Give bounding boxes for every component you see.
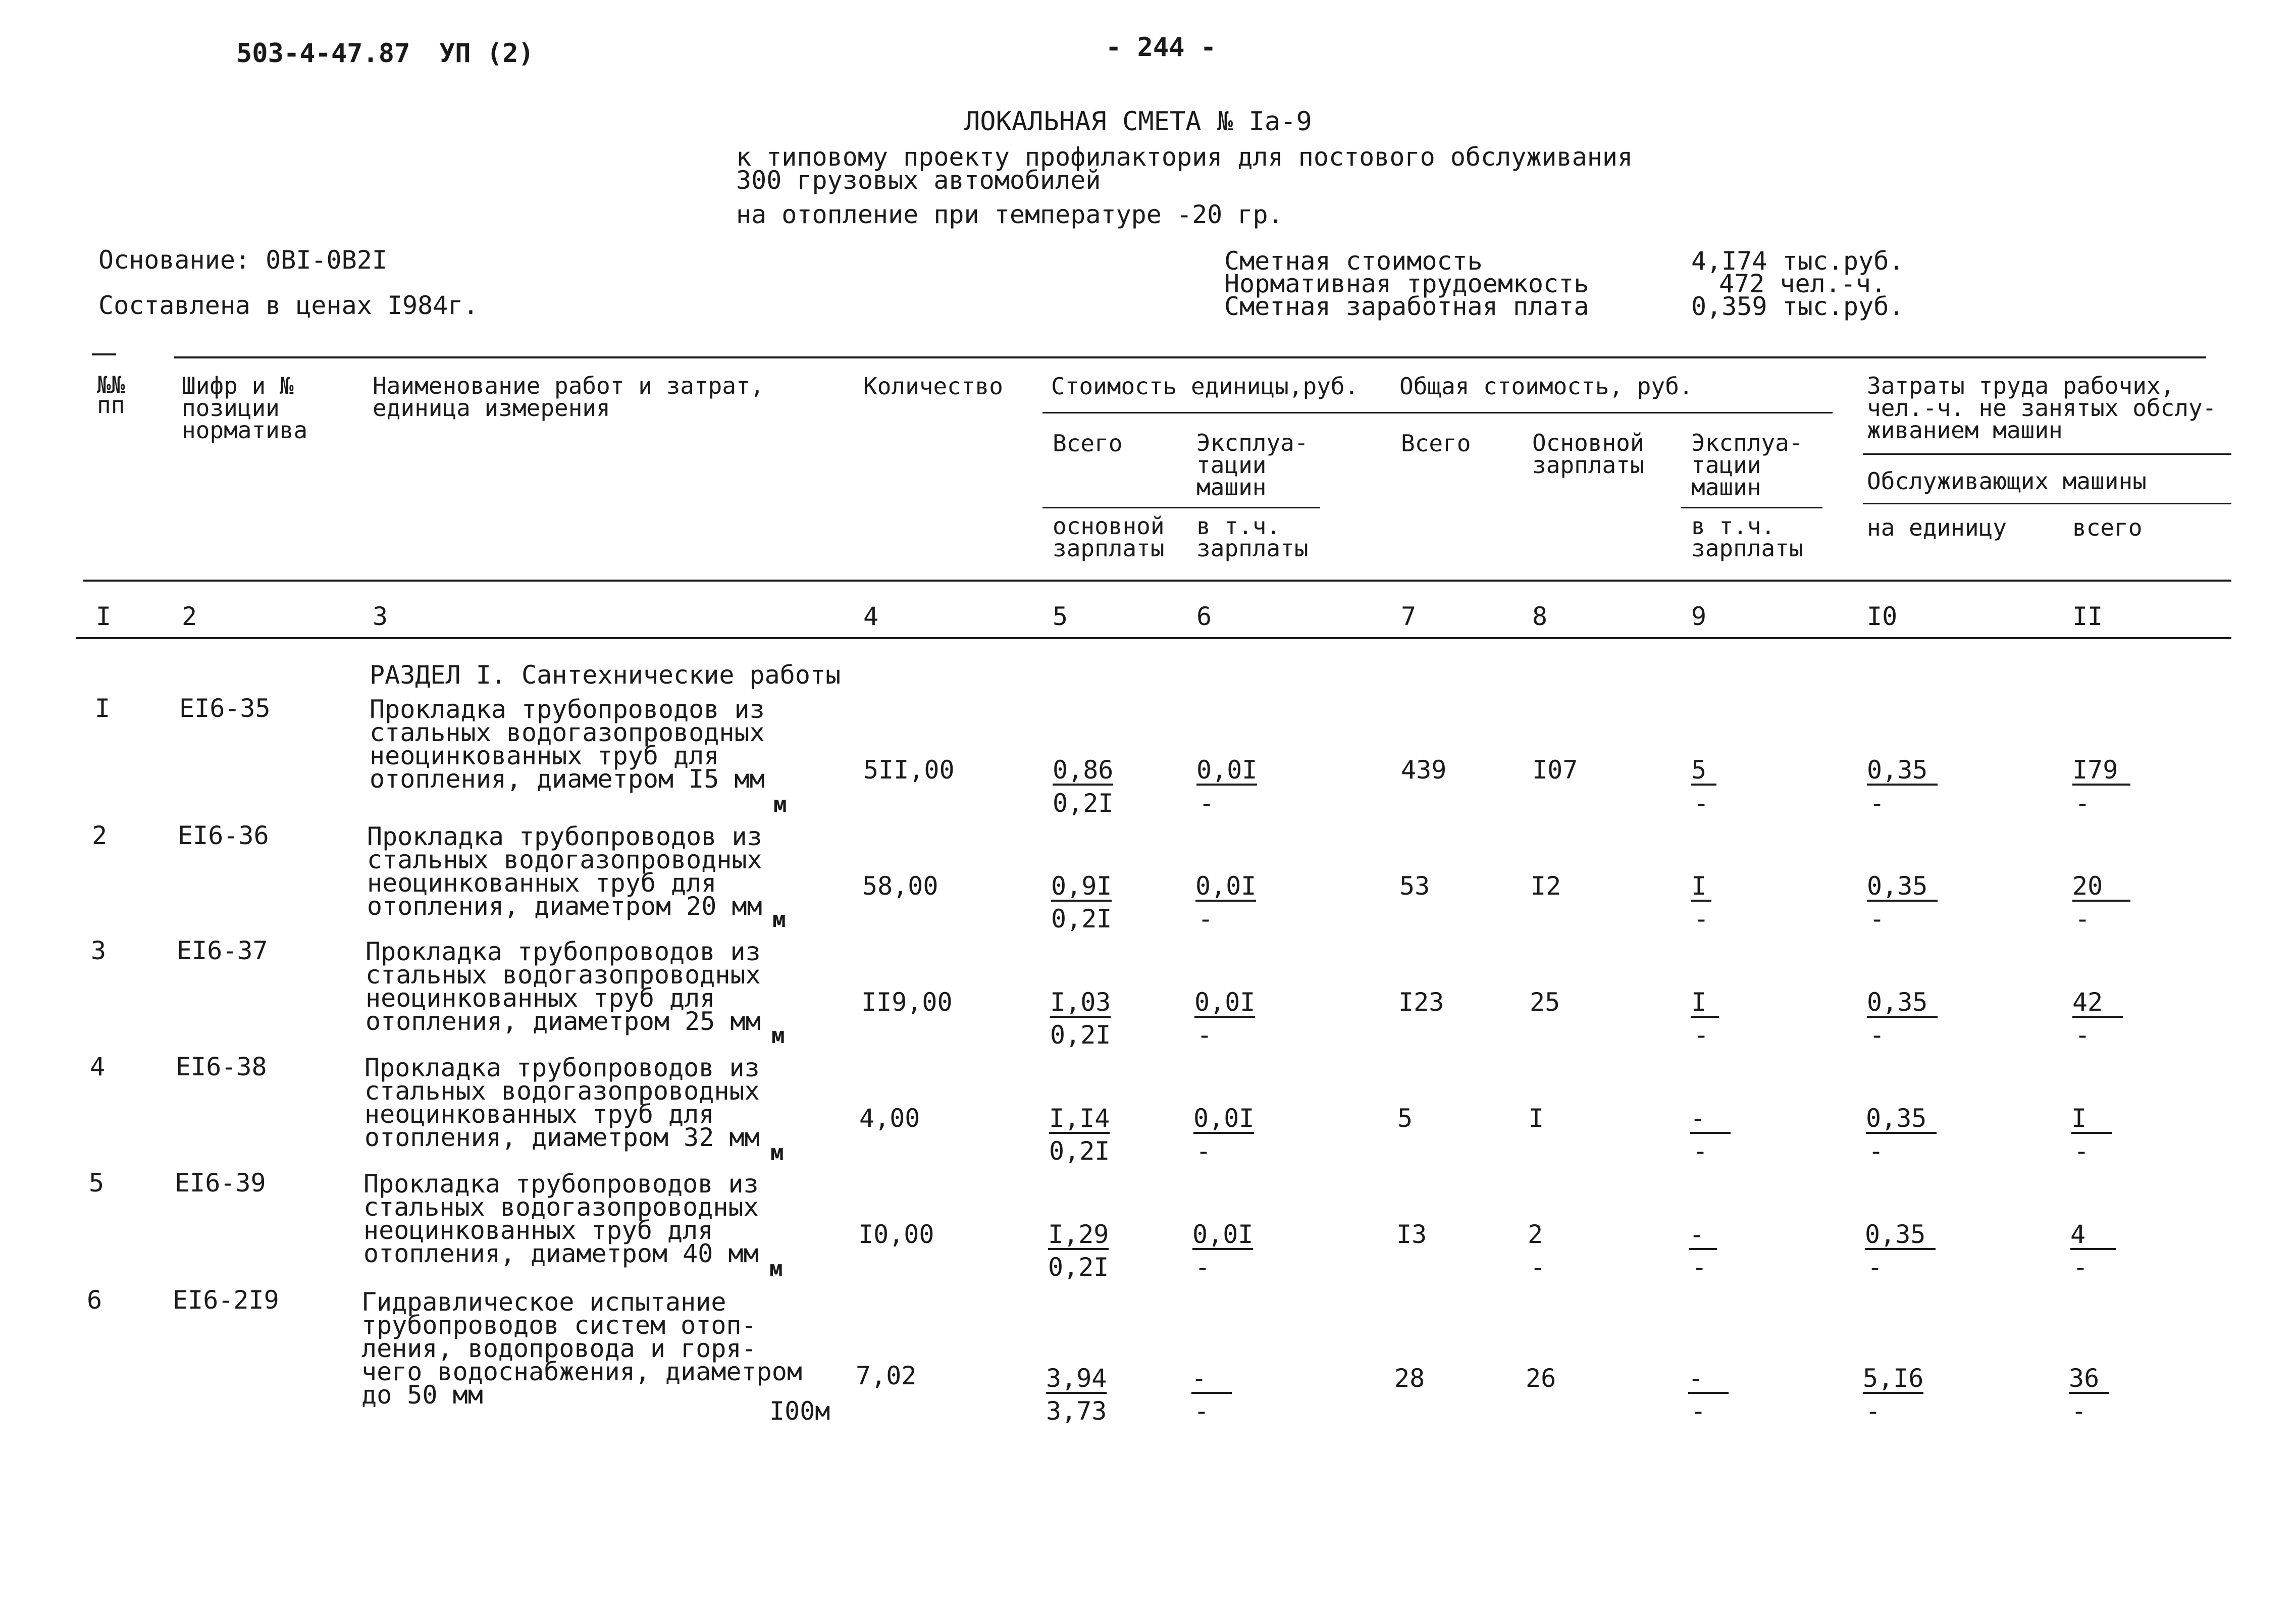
unit-cost-machines-salary: - [1197,1020,1213,1050]
summary-value: 4,I74 тыс.руб. [1691,246,1904,276]
total-base-salary: I2 [1531,871,1561,901]
unit-cost-salary: 0,2I [1051,904,1112,933]
unit-cost-salary: 0,2I [1049,1136,1110,1166]
col-number: 3 [373,602,388,631]
labor-per-unit-machines: - [1869,789,1885,818]
unit-cost-machines: 0,0I [1195,871,1257,901]
col-header-total-3: всего [2072,514,2143,541]
unit-cost-machines: 0,0I [1194,988,1256,1017]
col-header-base-salary-unit: основной зарплаты [1053,512,1165,562]
summary-label: Сметная стоимость [1224,246,1483,276]
unit-cost-machines: - [1191,1366,1232,1394]
col-number: 4 [863,602,879,631]
total-machines-salary: - [1692,1253,1707,1282]
total-machines-salary: - [1694,904,1709,933]
total-machines-salary: - [1691,1396,1706,1426]
summary-value: 472 чел.-ч. [1719,269,1887,298]
total-cost: 439 [1401,755,1447,785]
labor-total: 36 [2069,1366,2109,1394]
labor-per-unit-machines: - [1869,904,1885,933]
norm-code: EI6-35 [179,694,271,723]
work-name: Прокладка трубопроводов из стальных водогазопроводных неоцинкованных труб для отопления, диаметром I5 мм [370,695,765,794]
doc-code: 503-4-47.87 [236,38,410,69]
unit-cost-machines-salary: - [1196,1136,1212,1166]
album-label: УП (2) [439,38,534,69]
table-rule [1042,412,1833,413]
summary-label: Сметная заработная плата [1224,292,1589,321]
unit-cost-machines-salary: - [1195,1253,1211,1282]
labor-per-unit: 0,35 [1867,873,1938,902]
unit: I00м [769,1396,830,1426]
labor-per-unit-machines: - [1868,1136,1884,1166]
labor-per-unit: 0,35 [1866,1106,1937,1134]
col-number: 5 [1053,602,1068,631]
unit-cost-total: I,I4 [1049,1104,1110,1133]
col-header-total-2: Всего [1401,430,1471,457]
col-header-machines-1: Эксплуа- тации машин [1196,429,1309,501]
col-header-per-unit: на единицу [1867,514,2007,541]
row-number: I [95,694,111,723]
labor-total-machines: - [2073,1253,2089,1282]
unit-cost-total: 3,94 [1046,1364,1107,1393]
total-machines: - [1688,1366,1729,1394]
unit: м [770,1140,784,1166]
section-title: РАЗДЕЛ I. Сантехнические работы [370,660,841,690]
unit-cost-total: I,29 [1048,1220,1109,1249]
work-name: Гидравлическое испытание трубопроводов систем отоп- ления, водопровода и горя- чего водоснабжения, диаметром до 50 мм [361,1287,802,1410]
unit-cost-machines: 0,0I [1196,755,1258,785]
col-header-incl-salary-1: в т.ч. зарплаты [1196,512,1309,562]
col-number: 6 [1196,602,1212,631]
estimate-title: ЛОКАЛЬНАЯ СМЕТА № Iа-9 [964,107,1312,137]
unit-cost-salary: 3,73 [1046,1396,1107,1426]
norm-code: EI6-36 [178,821,269,850]
page-number: - 244 - [1106,32,1217,63]
unit: м [771,1023,785,1049]
summary-label: Нормативная трудоемкость [1224,269,1589,298]
labor-total: 4 [2070,1222,2116,1250]
labor-per-unit: 0,35 [1867,990,1938,1018]
table-rule [1042,507,1320,508]
unit-cost-machines: 0,0I [1193,1104,1255,1133]
table-rule [174,356,2206,358]
unit-cost-salary: 0,2I [1048,1253,1109,1282]
unit: м [773,792,787,817]
labor-per-unit: 5,I6 [1863,1364,1924,1393]
unit-cost-salary: 0,2I [1050,1020,1111,1050]
labor-total: I [2071,1106,2112,1134]
total-base-salary: I [1529,1104,1544,1133]
labor-per-unit-machines: - [1867,1253,1883,1282]
work-name: Прокладка трубопроводов из стальных водогазопроводных неоцинкованных труб для отопления, диаметром 25 мм [366,937,761,1036]
col-number: 2 [182,602,197,631]
quantity: 7,02 [856,1361,917,1390]
total-machines: - [1690,1106,1731,1134]
total-cost: 28 [1394,1364,1425,1393]
total-base-salary-sub: - [1530,1253,1546,1282]
total-base-salary: 26 [1526,1364,1556,1393]
labor-per-unit-machines: - [1865,1396,1881,1426]
labor-per-unit-machines: - [1869,1020,1885,1050]
total-cost: 53 [1399,871,1430,901]
quantity: I0,00 [858,1220,934,1249]
unit-cost-total: I,03 [1050,988,1111,1017]
total-machines-salary: - [1694,1020,1709,1050]
quantity: 4,00 [859,1104,920,1133]
labor-per-unit: 0,35 [1867,757,1938,786]
total-base-salary: 2 [1528,1220,1543,1249]
unit-cost-total: 0,9I [1051,871,1112,901]
col-header-quantity: Количество [863,373,1003,400]
work-name: Прокладка трубопроводов из стальных водогазопроводных неоцинкованных труб для отопления, диаметром 20 мм [367,822,762,921]
estimate-subtitle-line2: 300 грузовых автомобилей [736,166,1101,195]
col-header-total-cost: Общая стоимость, руб. [1399,373,1693,400]
total-cost: I23 [1398,988,1444,1017]
labor-total: 20 [2072,873,2130,902]
unit-cost-machines-salary: - [1198,904,1214,933]
col-header-code: Шифр и № позиции норматива [182,372,308,444]
col-header-total-1: Всего [1053,430,1123,457]
unit: м [772,907,786,932]
norm-code: EI6-38 [176,1052,267,1081]
row-number: 2 [92,821,108,850]
col-header-unit-cost: Стоимость единицы,руб. [1051,373,1359,400]
labor-total: I79 [2072,757,2130,786]
row-number: 4 [90,1052,106,1081]
total-base-salary: 25 [1530,988,1560,1017]
quantity: II9,00 [861,988,953,1017]
labor-per-unit: 0,35 [1865,1222,1936,1250]
labor-total-machines: - [2075,904,2091,933]
norm-code: EI6-2I9 [173,1285,279,1315]
table-rule [83,580,2231,582]
estimate-subtitle-line1: к типовому проекту профилактория для постового обслуживания [736,142,1633,172]
col-number: 7 [1401,602,1417,631]
col-number: 8 [1532,602,1548,631]
estimate-subtitle-line3: на отопление при температуре -20 гр. [736,200,1283,229]
row-number: 6 [87,1285,102,1315]
total-machines-salary: - [1693,1136,1708,1166]
labor-total-machines: - [2075,789,2091,818]
unit-cost-machines-salary: - [1194,1396,1210,1426]
unit-cost-machines: 0,0I [1192,1220,1254,1249]
row-number: 3 [91,936,107,965]
total-cost: I3 [1396,1220,1427,1249]
col-header-name: Наименование работ и затрат, единица измерения [373,372,764,422]
col-header-incl-salary-2: в т.ч. зарплаты [1691,512,1803,562]
unit-cost-total: 0,86 [1053,755,1114,785]
norm-code: EI6-37 [177,936,268,965]
total-cost: 5 [1397,1104,1413,1133]
col-header-labor: Затраты труда рабочих, чел.-ч. не занятых обслу- живанием машин [1867,372,2217,444]
total-machines-salary: - [1694,789,1709,818]
total-base-salary: I07 [1532,755,1578,785]
unit-cost-salary: 0,2I [1053,789,1114,818]
quantity: 5II,00 [863,755,955,785]
summary-value: 0,359 тыс.руб. [1691,292,1904,321]
total-machines: I [1691,990,1719,1018]
prices-label: Составлена в ценах I984г. [98,291,479,320]
col-number: I [96,602,112,631]
labor-total: 42 [2072,990,2123,1018]
work-name: Прокладка трубопроводов из стальных водогазопроводных неоцинкованных труб для отопления, диаметром 32 мм [364,1053,760,1152]
col-header-base-salary: Основной зарплаты [1532,429,1644,479]
labor-total-machines: - [2071,1396,2087,1426]
norm-code: EI6-39 [175,1168,266,1198]
table-rule [1681,507,1822,508]
row-number: 5 [89,1168,105,1198]
table-rule [92,353,116,355]
col-header-number: №№ пп [97,371,125,419]
labor-total-machines: - [2074,1136,2090,1166]
total-machines: 5 [1691,757,1716,786]
col-number: 9 [1691,602,1707,631]
total-machines: - [1689,1222,1717,1250]
unit-cost-machines-salary: - [1199,789,1215,818]
col-header-servicing-machines: Обслуживающих машины [1867,468,2147,495]
labor-total-machines: - [2075,1020,2091,1050]
col-header-machines-2: Эксплуа- тации машин [1691,429,1803,501]
col-number: I0 [1867,602,1898,631]
quantity: 58,00 [862,871,938,901]
table-rule [1863,503,2231,504]
work-name: Прокладка трубопроводов из стальных водогазопроводных неоцинкованных труб для отопления, диаметром 40 мм [363,1169,759,1268]
unit: м [769,1256,783,1282]
table-rule [1863,453,2231,455]
total-machines: I [1691,873,1711,902]
col-number: II [2072,602,2103,631]
basis-label: Основание: 0BI-0B2I [98,245,387,275]
table-rule [76,637,2231,639]
